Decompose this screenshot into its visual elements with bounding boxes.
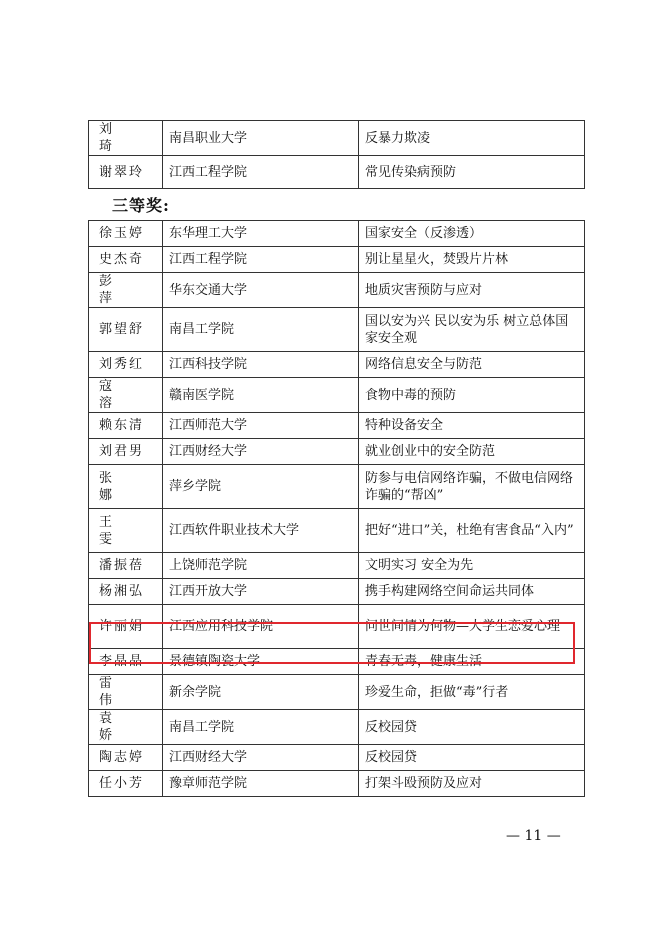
table-row — [89, 710, 585, 745]
title-cell: 反暴力欺凌 — [359, 121, 585, 156]
table-row — [89, 509, 585, 553]
name-cell: 陶志婷 — [89, 745, 163, 771]
school-cell: 赣南医学院 — [163, 378, 359, 413]
name-cell: 赖东清 — [89, 413, 163, 439]
title-cell: 就业创业中的安全防范 — [359, 439, 585, 465]
title-cell: 文明实习 安全为先 — [359, 553, 585, 579]
table-row — [89, 352, 585, 378]
table-row — [89, 378, 585, 413]
title-cell: 食物中毒的预防 — [359, 378, 585, 413]
table-row — [89, 771, 585, 797]
title-cell: 把好“进口”关，杜绝有害食品“入内” — [359, 509, 585, 553]
section-heading: 三等奖: — [112, 196, 170, 215]
name-cell: 雷 伟 — [89, 675, 163, 710]
title-cell: 常见传染病预防 — [359, 156, 585, 189]
table-row — [89, 273, 585, 308]
school-cell: 江西软件职业技术大学 — [163, 509, 359, 553]
table-row — [89, 247, 585, 273]
school-cell: 景德镇陶瓷大学 — [163, 649, 359, 675]
third-prize-table — [88, 220, 585, 797]
name-cell: 潘振蓓 — [89, 553, 163, 579]
table-row-highlighted — [89, 605, 585, 649]
table-row — [89, 413, 585, 439]
table-row — [89, 675, 585, 710]
title-cell: 反校园贷 — [359, 710, 585, 745]
name-cell: 史杰奇 — [89, 247, 163, 273]
title-cell: 防参与电信网络诈骗，不做电信网络诈骗的“帮凶” — [359, 465, 585, 509]
title-cell: 问世间情为何物—大学生恋爱心理 — [359, 605, 585, 649]
top-award-table — [88, 120, 585, 189]
title-cell: 反校园贷 — [359, 745, 585, 771]
name-cell: 寇 溶 — [89, 378, 163, 413]
name-cell: 刘 琦 — [89, 121, 163, 156]
name-cell: 任小芳 — [89, 771, 163, 797]
school-cell: 江西工程学院 — [163, 247, 359, 273]
title-cell: 珍爱生命，拒做“毒”行者 — [359, 675, 585, 710]
school-cell: 南昌工学院 — [163, 308, 359, 352]
school-cell: 江西开放大学 — [163, 579, 359, 605]
school-cell: 豫章师范学院 — [163, 771, 359, 797]
name-cell: 郭望舒 — [89, 308, 163, 352]
title-cell: 携手构建网络空间命运共同体 — [359, 579, 585, 605]
school-cell: 南昌工学院 — [163, 710, 359, 745]
name-cell: 刘君男 — [89, 439, 163, 465]
table-row — [89, 553, 585, 579]
table-row — [89, 649, 585, 675]
school-cell: 江西财经大学 — [163, 439, 359, 465]
title-cell: 国家安全（反渗透） — [359, 221, 585, 247]
table-row — [89, 308, 585, 352]
school-cell: 上饶师范学院 — [163, 553, 359, 579]
table-row — [89, 121, 585, 156]
school-cell: 江西工程学院 — [163, 156, 359, 189]
table-row — [89, 579, 585, 605]
name-cell: 杨湘弘 — [89, 579, 163, 605]
name-cell: 刘秀红 — [89, 352, 163, 378]
name-cell: 徐玉婷 — [89, 221, 163, 247]
title-cell: 地质灾害预防与应对 — [359, 273, 585, 308]
name-cell: 许丽娟 — [89, 605, 163, 649]
name-cell: 谢翠玲 — [89, 156, 163, 189]
title-cell: 国以安为兴 民以安为乐 树立总体国家安全观 — [359, 308, 585, 352]
table-row — [89, 221, 585, 247]
title-cell: 打架斗殴预防及应对 — [359, 771, 585, 797]
school-cell: 江西应用科技学院 — [163, 605, 359, 649]
school-cell: 江西师范大学 — [163, 413, 359, 439]
name-cell: 张 娜 — [89, 465, 163, 509]
table-row — [89, 439, 585, 465]
school-cell: 东华理工大学 — [163, 221, 359, 247]
school-cell: 新余学院 — [163, 675, 359, 710]
title-cell: 特种设备安全 — [359, 413, 585, 439]
school-cell: 华东交通大学 — [163, 273, 359, 308]
school-cell: 南昌职业大学 — [163, 121, 359, 156]
school-cell: 江西财经大学 — [163, 745, 359, 771]
school-cell: 萍乡学院 — [163, 465, 359, 509]
name-cell: 李晶晶 — [89, 649, 163, 675]
table-row — [89, 465, 585, 509]
title-cell: 青春无毒，健康生活 — [359, 649, 585, 675]
table-row — [89, 156, 585, 189]
name-cell: 彭 萍 — [89, 273, 163, 308]
school-cell: 江西科技学院 — [163, 352, 359, 378]
title-cell: 网络信息安全与防范 — [359, 352, 585, 378]
page-number: — 11 — — [506, 828, 561, 844]
name-cell: 袁 娇 — [89, 710, 163, 745]
name-cell: 王 雯 — [89, 509, 163, 553]
table-row — [89, 745, 585, 771]
title-cell: 别让星星火，焚毁片片林 — [359, 247, 585, 273]
